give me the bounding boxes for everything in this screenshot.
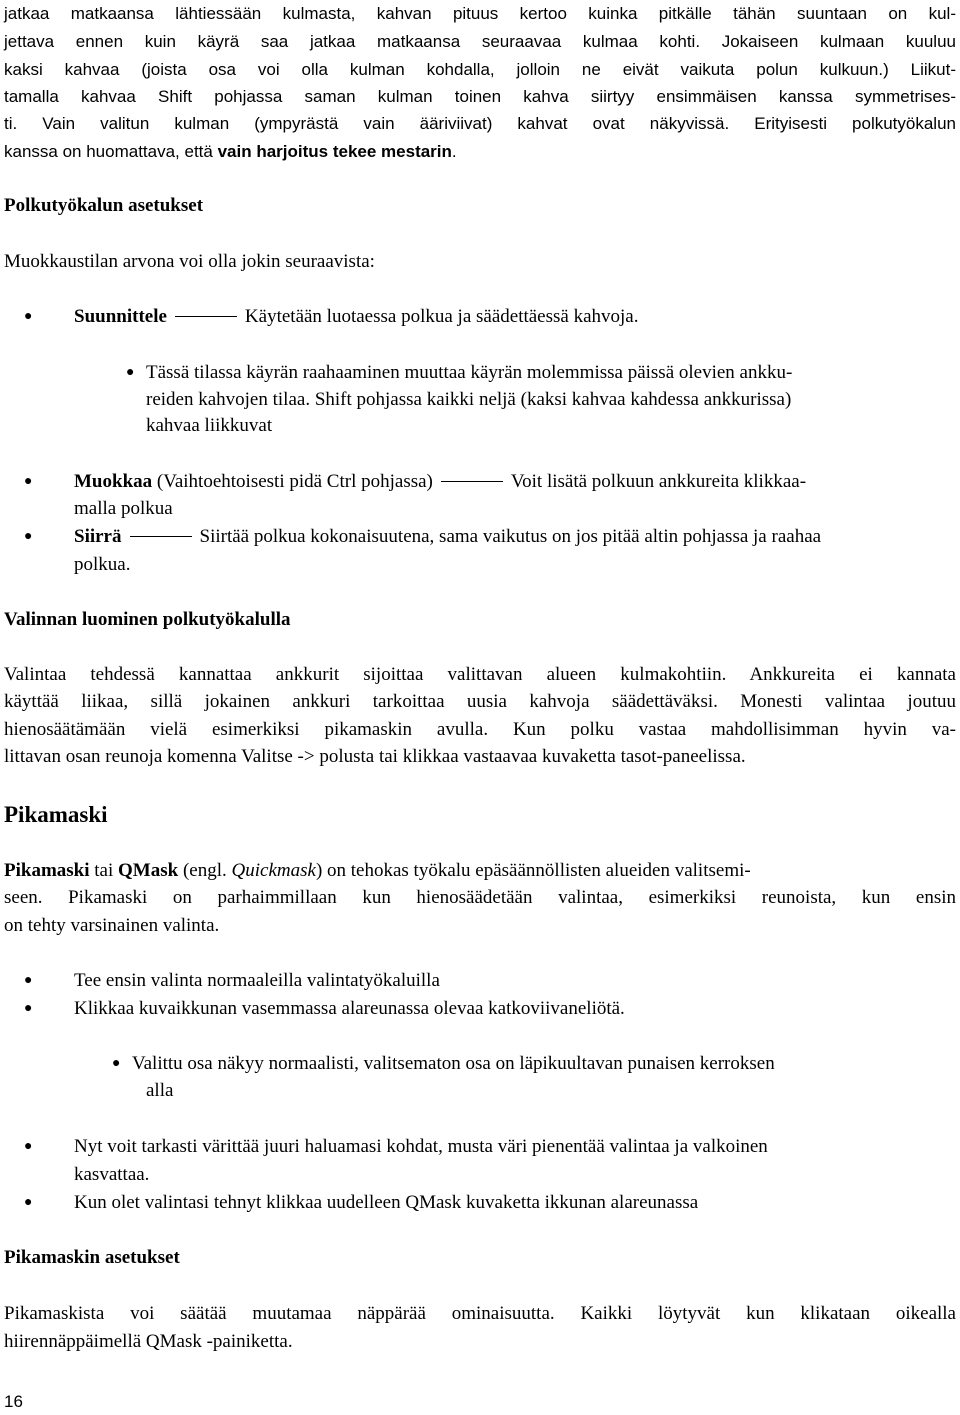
list-text: Käytetään luotaessa polkua ja säädettäessä kahvoja.	[244, 306, 639, 327]
list-item	[74, 525, 821, 549]
sub-list-item: kahvaa liikkuvat	[146, 415, 273, 436]
sub-list-item: reiden kahvojen tilaa. Shift pohjassa kaikki neljä (kaksi kahvaa kahdessa ankkurissa)	[146, 389, 792, 410]
intro-line	[4, 140, 457, 164]
em-dash	[130, 536, 192, 537]
bullet-icon: ●	[24, 1139, 33, 1154]
list-item: polkua.	[74, 554, 131, 575]
sub-list-item: alla	[146, 1080, 174, 1101]
em-dash	[441, 481, 503, 482]
section-heading: Polkutyökalun asetukset	[4, 195, 204, 216]
section-heading: Pikamaski	[4, 802, 108, 827]
section-heading: Pikamaskin asetukset	[4, 1247, 180, 1268]
paragraph-line: käyttää liikaa, sillä jokainen ankkuri tarkoittaa uusia kahvoja säädettäväksi. Monesti valintaa joutuu	[4, 691, 956, 712]
bullet-icon: ●	[112, 1056, 121, 1071]
bullet-icon: ●	[24, 973, 33, 988]
bullet-icon: ●	[126, 365, 135, 380]
paragraph-line: seen. Pikamaski on parhaimmillaan kun hienosäädetään valintaa, esimerkiksi reunoista, kun ensin	[4, 887, 956, 908]
term: QMask	[118, 860, 179, 881]
list-item: Nyt voit tarkasti värittää juuri haluamasi kohdat, musta väri pienentää valintaa ja valkoinen	[74, 1136, 768, 1157]
list-item: Kun olet valintasi tehnyt klikkaa uudelleen QMask kuvaketta ikkunan alareunassa	[74, 1192, 699, 1213]
paragraph-line: on tehty varsinainen valinta.	[4, 915, 220, 936]
bullet-icon: ●	[24, 529, 33, 544]
list-term: Siirrä	[74, 526, 122, 547]
list-item: malla polkua	[74, 498, 173, 519]
paragraph-line: hiirennäppäimellä QMask -painiketta.	[4, 1331, 293, 1352]
list-item	[74, 305, 639, 329]
list-term: Muokkaa	[74, 471, 153, 492]
paragraph-line: Valintaa tehdessä kannattaa ankkurit sijoittaa valittavan alueen kulmakohtiin. Ankkureita ei kannata	[4, 664, 956, 685]
bullet-icon: ●	[24, 309, 33, 324]
paragraph-line	[4, 859, 751, 883]
bullet-icon: ●	[24, 474, 33, 489]
paragraph-line: hienosäätämään vielä esimerkiksi pikamaskin avulla. Kun polku vastaa mahdollisimman hyvin va-	[4, 719, 956, 740]
list-item: kasvattaa.	[74, 1164, 150, 1185]
page-number: 16	[4, 1392, 23, 1411]
text: (engl.	[178, 860, 232, 881]
italic-term: Quickmask	[231, 860, 316, 881]
list-text: (Vaihtoehtoisesti pidä Ctrl pohjassa)	[152, 471, 433, 492]
intro-text: .	[451, 142, 457, 161]
intro-emphasis: vain harjoitus tekee mestarin	[217, 142, 452, 161]
list-item: Tee ensin valinta normaaleilla valintatyökaluilla	[74, 970, 440, 991]
bullet-icon: ●	[24, 1001, 33, 1016]
list-text: Siirtää polkua kokonaisuutena, sama vaikutus on jos pitää altin pohjassa ja raahaa	[199, 526, 822, 547]
list-item	[74, 470, 806, 494]
intro-line: kaksi kahvaa (joista osa voi olla kulman kohdalla, jolloin ne eivät vaikuta polun kulkuun.) Liikut-	[4, 60, 956, 79]
em-dash	[175, 316, 237, 317]
intro-text: kanssa on huomattava, että	[4, 142, 218, 161]
text: ) on tehokas työkalu epäsäännöllisten alueiden valitsemi-	[315, 860, 751, 881]
sub-list-item: Valittu osa näkyy normaalisti, valitsematon osa on läpikuultavan punaisen kerroksen	[132, 1053, 775, 1074]
list-text: Voit lisätä polkuun ankkureita klikkaa-	[510, 471, 807, 492]
sub-list-item: Tässä tilassa käyrän raahaaminen muuttaa käyrän molemmissa päissä olevien ankku-	[146, 362, 793, 383]
term: Pikamaski	[4, 860, 90, 881]
intro-line: jettava ennen kuin käyrä saa jatkaa matkaansa seuraavaa kulmaa kohti. Jokaiseen kulmaan kuuluu	[4, 32, 956, 51]
intro-line: ti. Vain valitun kulman (ympyrästä vain ääriviivat) kahvat ovat näkyvissä. Erityisesti polkutyökalun	[4, 114, 956, 133]
paragraph-line: Pikamaskista voi säätää muutamaa näppärää ominaisuutta. Kaikki löytyvät kun klikataan oikealla	[4, 1303, 956, 1324]
section-heading: Valinnan luominen polkutyökalulla	[4, 609, 291, 630]
bullet-icon: ●	[24, 1195, 33, 1210]
list-item: Klikkaa kuvaikkunan vasemmassa alareunassa olevaa katkoviivaneliötä.	[74, 998, 625, 1019]
paragraph-line: Muokkaustilan arvona voi olla jokin seuraavista:	[4, 251, 375, 272]
text: tai	[89, 860, 119, 881]
paragraph-line: littavan osan reunoja komenna Valitse -> polusta tai klikkaa vastaavaa kuvaketta tasot-paneelissa.	[4, 746, 746, 767]
intro-line: jatkaa matkaansa lähtiessään kulmasta, kahvan pituus kertoo kuinka pitkälle tähän suuntaan on kul-	[4, 4, 956, 23]
intro-line: tamalla kahvaa Shift pohjassa saman kulman toinen kahva siirtyy ensimmäisen kanssa symmetrises-	[4, 87, 956, 106]
list-term: Suunnittele	[74, 306, 167, 327]
